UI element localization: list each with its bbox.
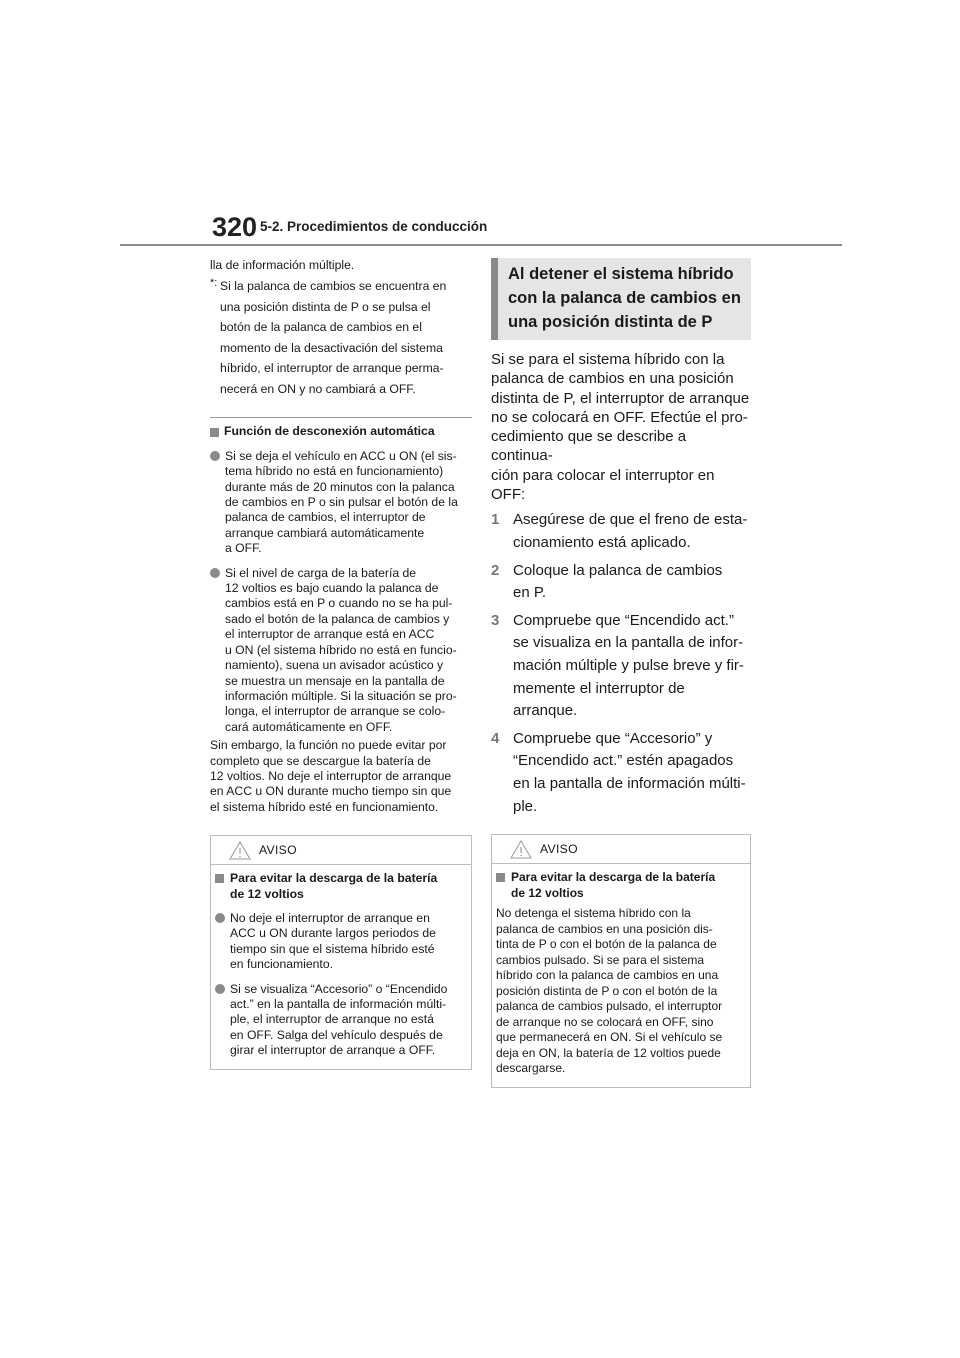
section-heading-line: Al detener el sistema híbrido bbox=[508, 265, 734, 283]
step-number: 2 bbox=[491, 561, 500, 579]
header-rule bbox=[120, 244, 842, 246]
footnote-line: una posición distinta de P o se pulsa el bbox=[220, 299, 431, 314]
round-bullet-icon bbox=[215, 913, 225, 923]
bullet-line: palanca de cambios, el interruptor de bbox=[225, 510, 426, 525]
bullet-line: durante más de 20 minutos con la palanca bbox=[225, 479, 455, 494]
step-item bbox=[491, 509, 751, 554]
warning-triangle-icon bbox=[229, 841, 251, 860]
bullet-line: arranque cambiará automáticamente bbox=[225, 525, 425, 540]
warning-line: de arranque no se colocará en OFF, sino bbox=[496, 1014, 714, 1029]
subhead-text: Función de desconexión automática bbox=[224, 424, 435, 439]
bullet-line: en OFF. Salga del vehículo después de bbox=[230, 1027, 443, 1042]
bullet-line: act.” en la pantalla de información múlti- bbox=[230, 997, 447, 1011]
warning-title-line: Para evitar la descarga de la batería bbox=[230, 871, 438, 886]
intro-line: cedimiento que se describe a continua- bbox=[491, 428, 687, 465]
step-item bbox=[491, 610, 751, 723]
round-bullet-icon bbox=[210, 451, 220, 461]
step-line: en la pantalla de información múlti- bbox=[513, 774, 746, 792]
footnote-line: botón de la palanca de cambios en el bbox=[220, 320, 422, 335]
subhead-auto-off bbox=[210, 417, 472, 439]
warning-header bbox=[492, 835, 750, 864]
bullet-line: el interruptor de arranque está en ACC bbox=[225, 627, 435, 642]
footnote-line: híbrido, el interruptor de arranque perma- bbox=[220, 361, 444, 376]
square-bullet-icon bbox=[210, 428, 219, 437]
bullet-line: a OFF. bbox=[225, 541, 262, 556]
section-heading bbox=[491, 258, 751, 340]
step-line: mación múltiple y pulse breve y fir- bbox=[513, 656, 744, 674]
round-bullet-icon bbox=[215, 984, 225, 994]
bullet-line: 12 voltios es bajo cuando la palanca de bbox=[225, 581, 439, 596]
warning-triangle-icon bbox=[510, 840, 532, 859]
closing-line: completo que se descargue la batería de bbox=[210, 753, 431, 768]
intro-line: Si se para el sistema híbrido con la bbox=[491, 351, 725, 368]
warning-body bbox=[492, 864, 750, 1087]
warning-line: que permanecerá en ON. Si el vehículo se bbox=[496, 1030, 723, 1045]
footnote-line: Si la palanca de cambios se encuentra en bbox=[220, 279, 447, 294]
section-heading-line: con la palanca de cambios en bbox=[508, 289, 741, 307]
closing-line: Sin embargo, la función no puede evitar por bbox=[210, 738, 447, 753]
step-number: 4 bbox=[491, 729, 500, 747]
square-bullet-icon bbox=[496, 873, 505, 882]
bullet-line: cará automáticamente en OFF. bbox=[225, 719, 393, 734]
bullet-item bbox=[215, 911, 465, 973]
bullet-line: información múltiple. Si la situación se pro- bbox=[225, 688, 457, 703]
warning-body bbox=[211, 865, 471, 1068]
bullet-line: girar el interruptor de arranque a OFF. bbox=[230, 1043, 436, 1058]
step-item bbox=[491, 728, 751, 818]
closing-line: el sistema híbrido esté en funcionamiento. bbox=[210, 799, 439, 814]
step-line: en P. bbox=[513, 584, 547, 602]
bullet-line: u ON (el sistema híbrido no está en funcio- bbox=[225, 642, 457, 657]
bullet-line: No deje el interruptor de arranque en bbox=[230, 910, 430, 925]
warning-line: deja en ON, la batería de 12 voltios puede bbox=[496, 1045, 721, 1060]
bullet-line: Si se deja el vehículo en ACC u ON (el sis- bbox=[225, 448, 457, 463]
section-heading-line: una posición distinta de P bbox=[508, 313, 713, 331]
warning-box bbox=[491, 834, 751, 1088]
page-number: 320 bbox=[212, 212, 258, 242]
bullet-line: en funcionamiento. bbox=[230, 957, 333, 972]
step-line: se visualiza en la pantalla de infor- bbox=[513, 634, 744, 652]
step-item bbox=[491, 560, 751, 605]
footnote bbox=[210, 276, 472, 399]
step-line: memente el interruptor de arranque. bbox=[513, 679, 685, 720]
bullet-line: namiento), suena un avisador acústico y bbox=[225, 658, 444, 673]
bullet-line: de cambios en P o sin pulsar el botón de la bbox=[225, 495, 458, 510]
footnote-line: necerá en ON y no cambiará a OFF. bbox=[220, 381, 416, 396]
warning-line: posición distinta de P o con el botón de la bbox=[496, 983, 718, 998]
right-column bbox=[491, 258, 751, 1088]
warning-line: tinta de P o con el botón de la palanca de bbox=[496, 937, 717, 952]
warning-label: AVISO bbox=[259, 843, 297, 858]
bullet-line: se muestra un mensaje en la pantalla de bbox=[225, 673, 445, 688]
bullet-line: longa, el interruptor de arranque se colo- bbox=[225, 704, 446, 719]
bullet-line: ACC u ON durante largos periodos de bbox=[230, 926, 436, 941]
bullet-item bbox=[210, 566, 472, 735]
step-line: cionamiento está aplicado. bbox=[513, 533, 691, 551]
footnote-line: momento de la desactivación del sistema bbox=[220, 340, 443, 355]
warning-box bbox=[210, 835, 472, 1069]
warning-line: descargarse. bbox=[496, 1061, 566, 1076]
warning-title bbox=[215, 871, 465, 902]
bullet-item bbox=[215, 982, 465, 1059]
intro-text: lla de información múltiple. bbox=[210, 258, 355, 272]
closing-paragraph bbox=[210, 738, 472, 815]
warning-title-line: de 12 voltios bbox=[230, 886, 304, 901]
intro-line: no se colocará en OFF. Efectúe el pro- bbox=[491, 408, 748, 426]
warning-line: híbrido con la palanca de cambios en una bbox=[496, 968, 719, 983]
warning-header bbox=[211, 836, 471, 865]
bullet-line: sado el botón de la palanca de cambios y bbox=[225, 611, 450, 626]
bullet-line: Si el nivel de carga de la batería de bbox=[225, 565, 417, 580]
step-line: Coloque la palanca de cambios bbox=[513, 561, 723, 579]
step-line: Compruebe que “Accesorio” y bbox=[513, 729, 713, 747]
warning-title-line: Para evitar la descarga de la batería bbox=[511, 870, 716, 885]
bullet-line: tiempo sin que el sistema híbrido esté bbox=[230, 941, 435, 956]
closing-line: 12 voltios. No deje el interruptor de arranque bbox=[210, 768, 452, 783]
warning-line: cambios pulsado. Si se para el sistema bbox=[496, 952, 705, 967]
square-bullet-icon bbox=[215, 874, 224, 883]
warning-line: palanca de cambios en una posición dis- bbox=[496, 921, 713, 936]
bullet-line: tema híbrido no está en funcionamiento) bbox=[225, 464, 444, 479]
left-column bbox=[210, 258, 472, 1070]
warning-line: No detenga el sistema híbrido con la bbox=[496, 906, 691, 921]
step-line: Asegúrese de que el freno de esta- bbox=[513, 511, 748, 529]
warning-text bbox=[496, 906, 744, 1077]
step-line: Compruebe que “Encendido act.” bbox=[513, 611, 734, 629]
warning-line: palanca de cambios pulsado, el interruptor bbox=[496, 999, 723, 1014]
intro-line: palanca de cambios en una posición bbox=[491, 370, 734, 388]
closing-line: en ACC u ON durante mucho tiempo sin que bbox=[210, 784, 452, 799]
round-bullet-icon bbox=[210, 568, 220, 578]
bullet-line: cambios está en P o cuando no se ha pul- bbox=[225, 596, 453, 611]
intro-line: ción para colocar el interruptor en OFF: bbox=[491, 466, 715, 504]
bullet-item bbox=[210, 449, 472, 557]
bullet-line: ple, el interruptor de arranque no está bbox=[230, 1012, 434, 1027]
warning-label: AVISO bbox=[540, 842, 578, 857]
intro-line: distinta de P, el interruptor de arranque bbox=[491, 389, 750, 407]
step-line: “Encendido act.” estén apagados bbox=[513, 752, 734, 770]
step-number: 3 bbox=[491, 611, 500, 629]
chapter-title: 5-2. Procedimientos de conducción bbox=[260, 219, 488, 234]
section-intro bbox=[491, 350, 751, 504]
step-line: ple. bbox=[513, 797, 538, 815]
warning-title bbox=[496, 870, 744, 901]
warning-title-line: de 12 voltios bbox=[511, 885, 584, 900]
bullet-line: Si se visualiza “Accesorio” o “Encendido bbox=[230, 981, 448, 996]
footnote-mark: *: bbox=[210, 277, 218, 290]
step-number: 1 bbox=[491, 511, 500, 529]
